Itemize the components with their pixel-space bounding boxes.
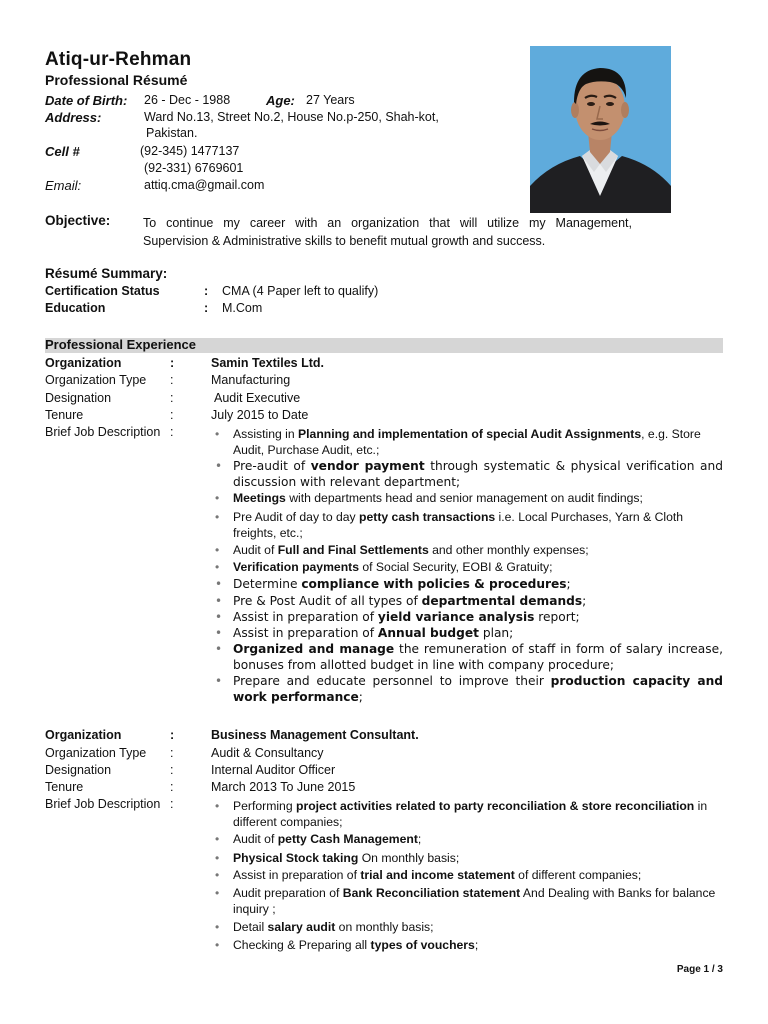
job-description-label: Brief Job Description [45,797,161,811]
list-item: • Assist in preparation of Annual budget plan; [211,625,723,641]
objective-line-1: To continue my career with an organization that will utilize my Management, [143,216,632,230]
tenure-value: July 2015 to Date [211,408,309,422]
org-value: Business Management Consultant. [211,728,419,742]
colon: : [170,728,175,742]
list-item: • Determine compliance with policies & procedures; [211,576,723,592]
list-item: • Detail salary audit on monthly basis; [211,919,723,935]
list-item: • Organized and manage the remuneration of staff in form of salary increase, bonuses from allotted budget in line with company procedure; [211,641,723,673]
list-item: • Performing project activities related to party reconciliation & store reconciliation in different companies; [211,798,723,830]
org-type-label: Organization Type [45,746,147,760]
cell-line-1: (92-345) 1477137 [140,144,240,158]
designation-label: Designation [45,763,112,777]
experience-heading: Professional Experience [45,337,197,352]
colon: : [170,780,174,794]
summary-heading: Résumé Summary: [45,266,168,281]
job-1-bullet-list [211,426,723,705]
dob-value: 26 - Dec - 1988 [144,93,231,107]
dob-label: Date of Birth: [45,93,128,108]
experience-section-bar [45,338,723,353]
objective-label: Objective: [45,213,111,228]
summary-label-certification: Certification Status [45,284,160,298]
org-type-value: Manufacturing [211,373,291,387]
colon: : [170,373,174,387]
tenure-label: Tenure [45,408,84,422]
colon: : [170,391,174,405]
colon: : [170,425,174,439]
job-description-label: Brief Job Description [45,425,161,439]
list-item: • Checking & Preparing all types of vouchers; [211,937,723,953]
list-item: • Prepare and educate personnel to improve their production capacity and work performance; [211,673,723,705]
designation-label: Designation [45,391,112,405]
list-item: • Meetings with departments head and senior management on audit findings; [211,490,723,506]
objective-line-2: Supervision & Administrative skills to benefit mutual growth and success. [143,234,546,248]
designation-value: Audit Executive [214,391,301,405]
job-2-bullet-list [211,798,723,953]
list-item: • Assisting in Planning and implementation of special Audit Assignments, e.g. Store Audit, Purchase Audit, etc.; [211,426,723,458]
address-label: Address: [45,110,102,125]
list-item: • Verification payments of Social Security, EOBI & Gratuity; [211,559,723,575]
org-value: Samin Textiles Ltd. [211,356,324,370]
list-item: • Audit of Full and Final Settlements and other monthly expenses; [211,542,723,558]
colon: : [170,763,174,777]
list-item: • Pre & Post Audit of all types of departmental demands; [211,593,723,609]
list-item: • Audit of petty Cash Management; [211,831,723,847]
colon: : [170,356,175,370]
cell-label: Cell # [45,144,80,159]
colon: : [170,797,174,811]
email-value: attiq.cma@gmail.com [144,178,265,192]
resume-subtitle: Professional Résumé [45,72,188,88]
colon: : [170,746,174,760]
summary-colon: : [204,301,209,315]
summary-label-education: Education [45,301,106,315]
summary-value-education: M.Com [222,301,263,315]
profile-photo [530,46,671,213]
email-label: Email: [45,178,82,193]
colon: : [170,408,174,422]
list-item: • Assist in preparation of yield variance analysis report; [211,609,723,625]
age-label: Age: [266,93,295,108]
summary-value-certification: CMA (4 Paper left to qualify) [222,284,379,298]
summary-colon: : [204,284,209,298]
list-item: • Pre-audit of vendor payment through systematic & physical verification and discussion with relevant department; [211,458,723,490]
org-type-value: Audit & Consultancy [211,746,324,760]
address-line-2: Pakistan. [146,126,198,140]
tenure-label: Tenure [45,780,84,794]
candidate-name: Atiq-ur-Rehman [45,49,192,70]
designation-value: Internal Auditor Officer [211,763,336,777]
objective-text [143,214,632,250]
age-value: 27 Years [306,93,355,107]
org-label: Organization [45,356,122,370]
list-item: • Physical Stock taking On monthly basis; [211,850,723,866]
address-line-1: Ward No.13, Street No.2, House No.p-250, Shah-kot, [144,110,439,124]
list-item: • Audit preparation of Bank Reconciliation statement And Dealing with Banks for balance inquiry ; [211,885,723,917]
tenure-value: March 2013 To June 2015 [211,780,356,794]
org-label: Organization [45,728,122,742]
cell-line-2: (92-331) 6769601 [144,161,244,175]
list-item: • Pre Audit of day to day petty cash transactions i.e. Local Purchases, Yarn & Cloth freights, etc.; [211,509,723,541]
page-number: Page 1 / 3 [676,964,723,975]
list-item: • Assist in preparation of trial and income statement of different companies; [211,867,723,883]
org-type-label: Organization Type [45,373,147,387]
